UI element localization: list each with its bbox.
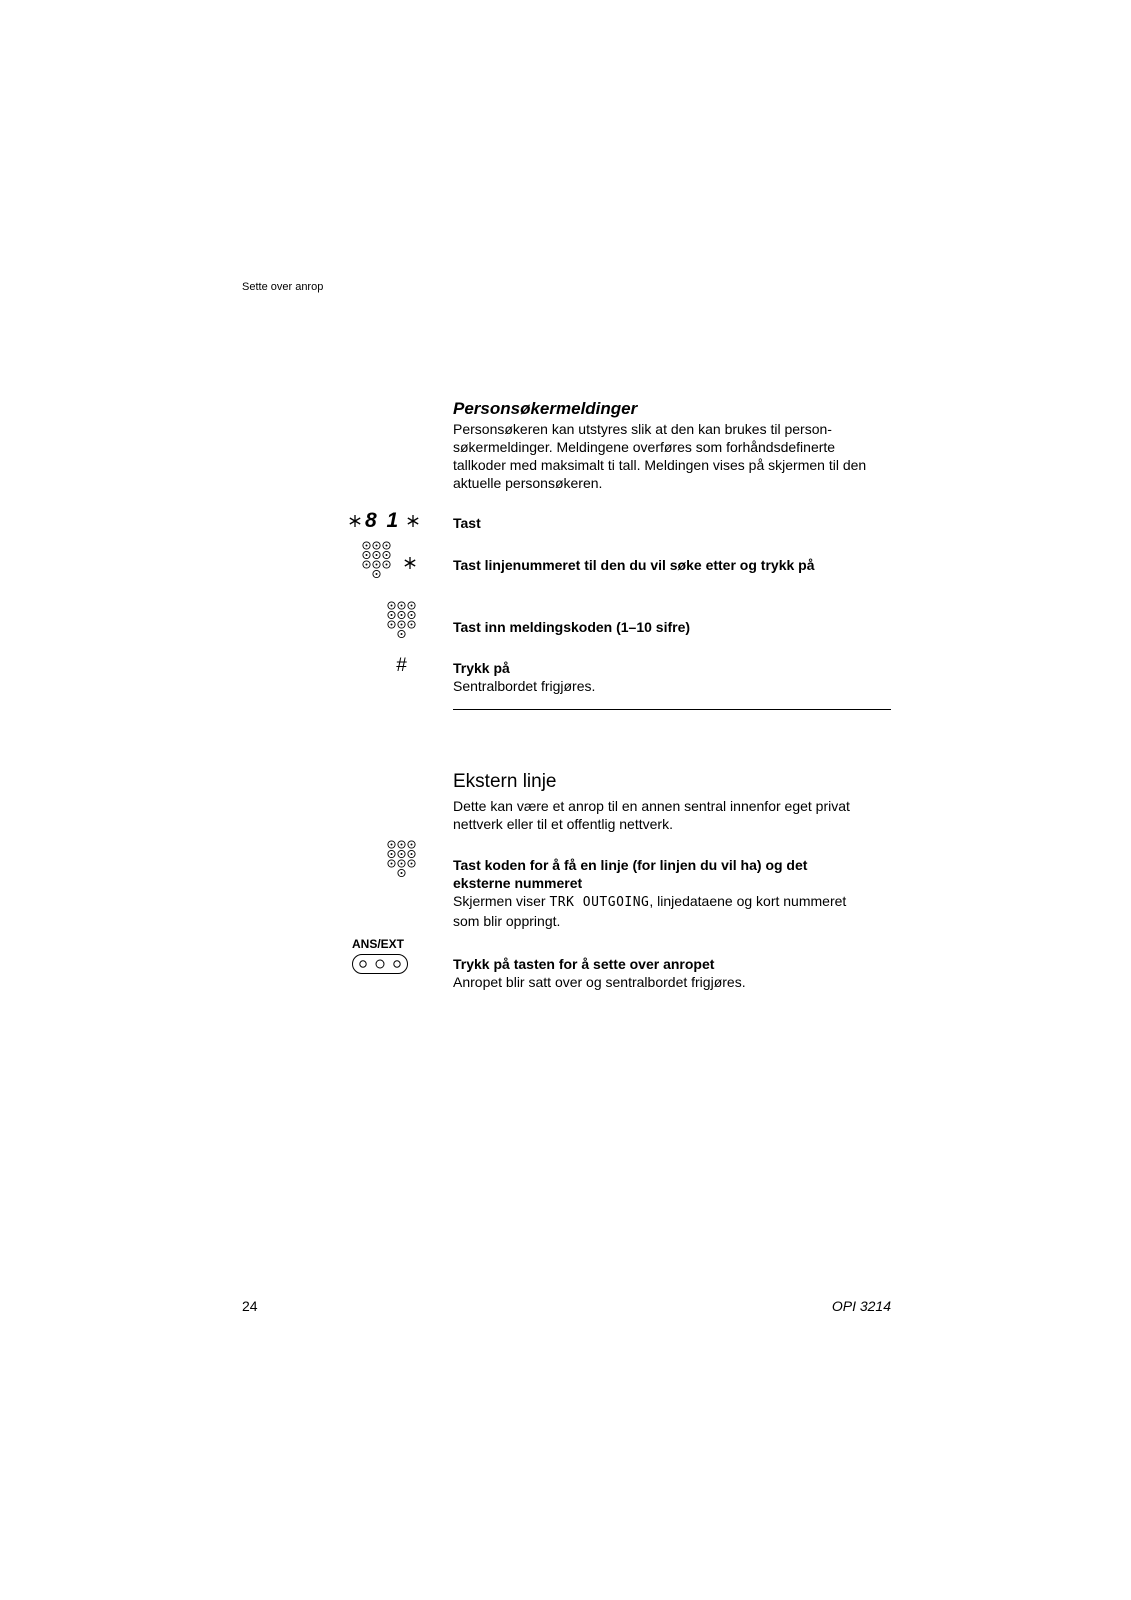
step-tast-koden: Tast koden for å få en linje (for linjen du vil ha) og det eksterne nummeret (453, 857, 808, 891)
keypad-icon (387, 601, 419, 641)
display-text: TRK OUTGOING (549, 895, 650, 910)
step-trykk-pa-note: Sentralbordet frigjøres. (453, 678, 596, 694)
step-tast: Tast (453, 515, 481, 531)
star-key-icon (406, 514, 420, 528)
step-meldingskode: Tast inn meldingskoden (1–10 sifre) (453, 619, 691, 635)
code-digits: 8 1 (365, 509, 401, 532)
running-header: Sette over anrop (242, 281, 324, 293)
personsok-intro: Personsøkeren kan utstyres slik at den kan brukes til person- søkermeldinger. Meldingene overføres som forhåndsdefinerte tallkoder med maksimalt ti tall. Meldingen vises på skjermen til den aktuelle personsøkeren. (453, 421, 867, 491)
ans-ext-key-dots (353, 955, 407, 973)
hash-key-icon: # (396, 655, 407, 676)
ans-ext-key-label: ANS/EXT (352, 937, 405, 951)
star-key-icon (348, 514, 362, 528)
product-name: OPI 3214 (831, 1298, 891, 1314)
star-key-icon (403, 556, 417, 570)
step-tast-koden-note: Skjermen viser TRK OUTGOING, linjedataene og kort nummeret som blir oppringt. (453, 893, 847, 929)
section-title-personsok: Personsøkermeldinger (453, 399, 638, 418)
keypad-icon (387, 840, 419, 880)
section-title-ekstern: Ekstern linje (453, 771, 557, 792)
ans-ext-key-icon (352, 954, 408, 974)
step-linjenummer: Tast linjenummeret til den du vil søke etter og trykk på (453, 557, 815, 573)
page-number: 24 (242, 1298, 258, 1314)
keypad-icon (362, 541, 394, 581)
step-trykk-tasten: Trykk på tasten for å sette over anropet (453, 956, 715, 972)
ekstern-intro: Dette kan være et anrop til en annen sentral innenfor eget privat nettverk eller til et offentlig nettverk. (453, 798, 850, 832)
step-trykk-tasten-note: Anropet blir satt over og sentralbordet frigjøres. (453, 974, 746, 990)
section-divider (453, 709, 891, 710)
step-trykk-pa: Trykk på (453, 660, 510, 676)
star-81-star-code (348, 510, 420, 534)
